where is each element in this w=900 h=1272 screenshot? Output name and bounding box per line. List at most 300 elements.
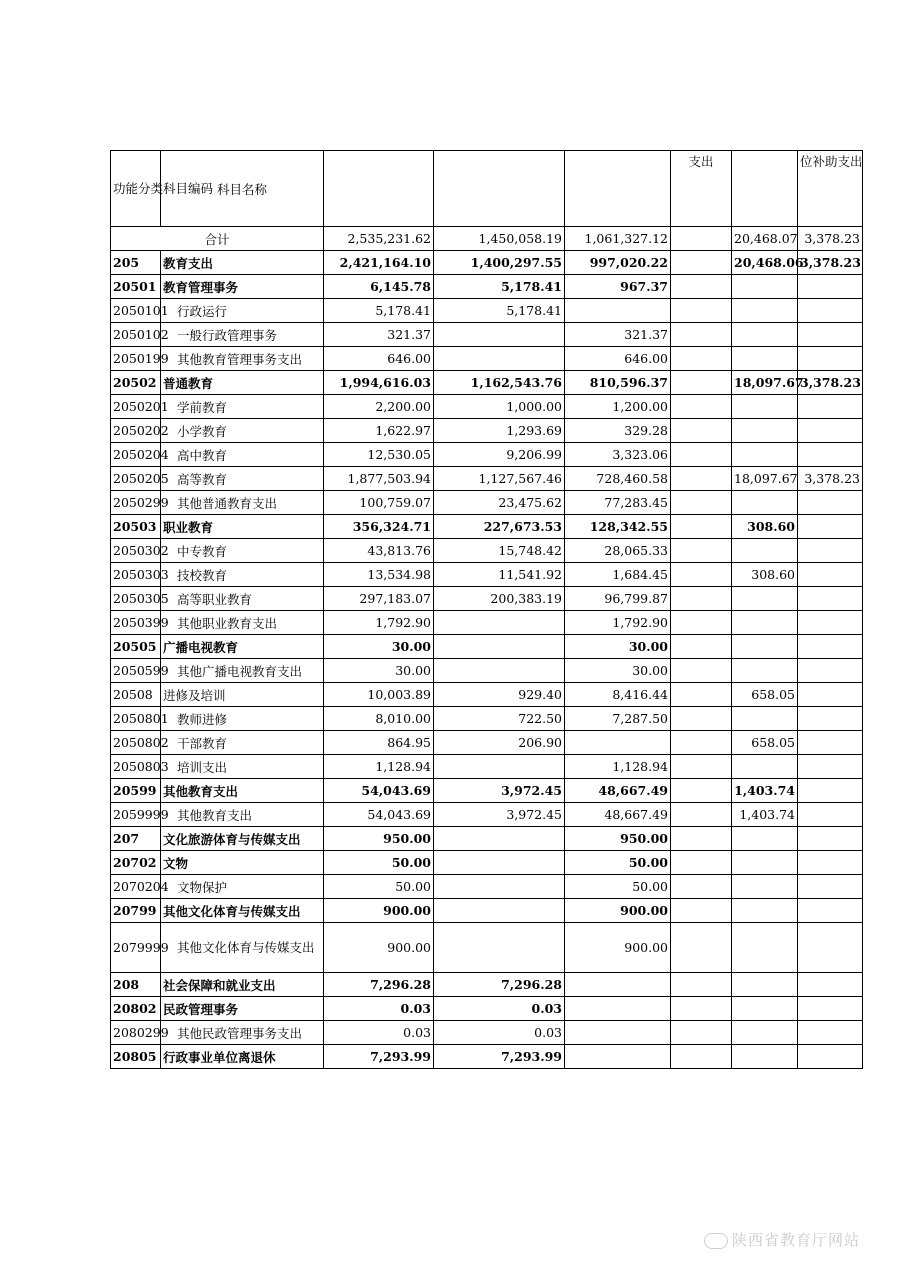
table-row [111, 563, 863, 587]
table-row [111, 491, 863, 515]
value-cell [798, 973, 863, 997]
value-cell: 3,378.23 [798, 467, 863, 491]
value-cell [671, 539, 732, 563]
value-cell [798, 803, 863, 827]
table-row [111, 827, 863, 851]
value-cell [798, 635, 863, 659]
value-cell: 1,127,567.46 [434, 467, 565, 491]
name-cell: 职业教育 [161, 515, 324, 539]
header-col5 [732, 151, 798, 227]
name-cell: 行政事业单位离退休 [161, 1045, 324, 1069]
name-cell: 高中教育 [161, 443, 324, 467]
table-row [111, 323, 863, 347]
value-cell [671, 467, 732, 491]
watermark-text: 陕西省教育厅网站 [731, 1231, 860, 1249]
name-cell: 文物保护 [161, 875, 324, 899]
name-cell: 其他职业教育支出 [161, 611, 324, 635]
value-cell [798, 731, 863, 755]
name-cell: 干部教育 [161, 731, 324, 755]
name-cell: 其他民政管理事务支出 [161, 1021, 324, 1045]
value-cell: 1,684.45 [565, 563, 671, 587]
code-cell: 208 [111, 973, 161, 997]
value-cell: 7,293.99 [434, 1045, 565, 1069]
value-cell [798, 347, 863, 371]
value-cell [671, 755, 732, 779]
table-row [111, 635, 863, 659]
value-cell [798, 563, 863, 587]
value-cell: 50.00 [565, 875, 671, 899]
watermark [704, 1229, 860, 1250]
value-cell [798, 395, 863, 419]
value-cell [671, 419, 732, 443]
value-cell: 308.60 [732, 515, 798, 539]
value-cell [671, 851, 732, 875]
value-cell: 321.37 [324, 323, 434, 347]
value-cell: 308.60 [732, 563, 798, 587]
value-cell [732, 443, 798, 467]
table-row [111, 659, 863, 683]
value-cell: 1,400,297.55 [434, 251, 565, 275]
table-row [111, 395, 863, 419]
value-cell: 50.00 [565, 851, 671, 875]
code-cell: 2080299 [111, 1021, 161, 1045]
code-cell: 2050204 [111, 443, 161, 467]
code-cell: 2050202 [111, 419, 161, 443]
value-cell: 7,296.28 [324, 973, 434, 997]
value-cell [434, 635, 565, 659]
table-row [111, 707, 863, 731]
value-cell [798, 275, 863, 299]
value-cell [565, 1045, 671, 1069]
total-v5: 20,468.07 [732, 227, 798, 251]
value-cell: 50.00 [324, 851, 434, 875]
code-cell: 2050101 [111, 299, 161, 323]
value-cell: 3,378.23 [798, 251, 863, 275]
name-cell: 高等职业教育 [161, 587, 324, 611]
value-cell [798, 827, 863, 851]
value-cell: 1,792.90 [324, 611, 434, 635]
value-cell [732, 1021, 798, 1045]
value-cell [671, 1045, 732, 1069]
value-cell: 1,403.74 [732, 803, 798, 827]
value-cell: 18,097.67 [732, 371, 798, 395]
value-cell: 30.00 [324, 635, 434, 659]
value-cell: 900.00 [324, 923, 434, 973]
value-cell [798, 323, 863, 347]
table-row [111, 347, 863, 371]
value-cell: 0.03 [434, 1021, 565, 1045]
code-cell: 2050201 [111, 395, 161, 419]
name-cell: 其他教育支出 [161, 803, 324, 827]
value-cell: 54,043.69 [324, 803, 434, 827]
value-cell: 5,178.41 [434, 275, 565, 299]
value-cell [671, 275, 732, 299]
value-cell: 646.00 [565, 347, 671, 371]
total-v3: 1,061,327.12 [565, 227, 671, 251]
value-cell [798, 539, 863, 563]
value-cell [671, 611, 732, 635]
value-cell [671, 251, 732, 275]
table-row [111, 467, 863, 491]
name-cell: 学前教育 [161, 395, 324, 419]
table-row [111, 611, 863, 635]
value-cell: 1,128.94 [565, 755, 671, 779]
value-cell: 13,534.98 [324, 563, 434, 587]
table-row [111, 731, 863, 755]
value-cell: 0.03 [324, 997, 434, 1021]
code-cell: 2070204 [111, 875, 161, 899]
value-cell: 950.00 [565, 827, 671, 851]
table-row [111, 419, 863, 443]
name-cell: 其他广播电视教育支出 [161, 659, 324, 683]
value-cell [798, 779, 863, 803]
value-cell: 929.40 [434, 683, 565, 707]
name-cell: 中专教育 [161, 539, 324, 563]
code-cell: 205 [111, 251, 161, 275]
code-cell: 2050199 [111, 347, 161, 371]
value-cell [732, 755, 798, 779]
value-cell: 48,667.49 [565, 779, 671, 803]
value-cell: 297,183.07 [324, 587, 434, 611]
value-cell: 11,541.92 [434, 563, 565, 587]
header-col6: 位补助支出 [798, 151, 863, 227]
code-cell: 2050102 [111, 323, 161, 347]
header-code: 功能分类科目编码 [111, 151, 161, 227]
value-cell [798, 443, 863, 467]
table-row [111, 515, 863, 539]
header-col3 [565, 151, 671, 227]
total-v4 [671, 227, 732, 251]
code-cell: 20805 [111, 1045, 161, 1069]
name-cell: 一般行政管理事务 [161, 323, 324, 347]
value-cell: 50.00 [324, 875, 434, 899]
value-cell: 30.00 [565, 659, 671, 683]
value-cell [565, 1021, 671, 1045]
value-cell [671, 707, 732, 731]
value-cell [732, 659, 798, 683]
value-cell [671, 515, 732, 539]
value-cell [798, 707, 863, 731]
code-cell: 2050303 [111, 563, 161, 587]
value-cell: 77,283.45 [565, 491, 671, 515]
table-row [111, 899, 863, 923]
code-cell: 20505 [111, 635, 161, 659]
value-cell: 658.05 [732, 731, 798, 755]
value-cell [434, 347, 565, 371]
name-cell: 其他教育管理事务支出 [161, 347, 324, 371]
value-cell [671, 997, 732, 1021]
value-cell: 43,813.76 [324, 539, 434, 563]
header-col1 [324, 151, 434, 227]
value-cell [798, 299, 863, 323]
total-label: 合计 [111, 227, 324, 251]
value-cell: 1,162,543.76 [434, 371, 565, 395]
value-cell: 0.03 [324, 1021, 434, 1045]
name-cell: 其他普通教育支出 [161, 491, 324, 515]
name-cell: 社会保障和就业支出 [161, 973, 324, 997]
header-name: 科目名称 [161, 151, 324, 227]
value-cell [434, 851, 565, 875]
name-cell: 教育支出 [161, 251, 324, 275]
code-cell: 2059999 [111, 803, 161, 827]
value-cell: 1,000.00 [434, 395, 565, 419]
name-cell: 进修及培训 [161, 683, 324, 707]
value-cell [434, 923, 565, 973]
value-cell [565, 973, 671, 997]
code-cell: 2050299 [111, 491, 161, 515]
value-cell: 12,530.05 [324, 443, 434, 467]
value-cell [732, 539, 798, 563]
table-row [111, 997, 863, 1021]
value-cell: 200,383.19 [434, 587, 565, 611]
name-cell: 技校教育 [161, 563, 324, 587]
code-cell: 2050305 [111, 587, 161, 611]
value-cell: 1,200.00 [565, 395, 671, 419]
value-cell: 7,293.99 [324, 1045, 434, 1069]
value-cell: 7,287.50 [565, 707, 671, 731]
value-cell: 1,622.97 [324, 419, 434, 443]
table-row [111, 1021, 863, 1045]
value-cell: 28,065.33 [565, 539, 671, 563]
value-cell [434, 875, 565, 899]
value-cell [671, 659, 732, 683]
value-cell [671, 731, 732, 755]
value-cell [565, 731, 671, 755]
total-row [111, 227, 863, 251]
value-cell: 8,010.00 [324, 707, 434, 731]
table-row [111, 851, 863, 875]
value-cell [798, 587, 863, 611]
value-cell: 967.37 [565, 275, 671, 299]
value-cell: 15,748.42 [434, 539, 565, 563]
value-cell [434, 659, 565, 683]
code-cell: 20501 [111, 275, 161, 299]
value-cell: 1,293.69 [434, 419, 565, 443]
code-cell: 2050802 [111, 731, 161, 755]
value-cell [671, 779, 732, 803]
value-cell [671, 587, 732, 611]
table-row [111, 755, 863, 779]
value-cell [732, 635, 798, 659]
value-cell: 900.00 [565, 899, 671, 923]
value-cell [732, 997, 798, 1021]
value-cell: 2,200.00 [324, 395, 434, 419]
value-cell: 30.00 [324, 659, 434, 683]
value-cell: 728,460.58 [565, 467, 671, 491]
value-cell: 950.00 [324, 827, 434, 851]
value-cell [798, 659, 863, 683]
watermark-logo-icon [704, 1233, 728, 1249]
total-v2: 1,450,058.19 [434, 227, 565, 251]
name-cell: 广播电视教育 [161, 635, 324, 659]
header-row [111, 151, 863, 227]
value-cell: 30.00 [565, 635, 671, 659]
table-row [111, 875, 863, 899]
value-cell: 329.28 [565, 419, 671, 443]
name-cell: 教育管理事务 [161, 275, 324, 299]
value-cell [671, 443, 732, 467]
value-cell: 96,799.87 [565, 587, 671, 611]
value-cell: 900.00 [324, 899, 434, 923]
table-row [111, 1045, 863, 1069]
value-cell: 3,972.45 [434, 779, 565, 803]
value-cell [671, 683, 732, 707]
value-cell [732, 1045, 798, 1069]
code-cell: 20508 [111, 683, 161, 707]
code-cell: 20599 [111, 779, 161, 803]
value-cell: 3,323.06 [565, 443, 671, 467]
code-cell: 20802 [111, 997, 161, 1021]
table-row [111, 539, 863, 563]
value-cell: 6,145.78 [324, 275, 434, 299]
code-cell: 2079999 [111, 923, 161, 973]
table-row [111, 973, 863, 997]
name-cell: 其他教育支出 [161, 779, 324, 803]
value-cell: 227,673.53 [434, 515, 565, 539]
value-cell: 810,596.37 [565, 371, 671, 395]
value-cell [671, 323, 732, 347]
value-cell: 10,003.89 [324, 683, 434, 707]
budget-table [110, 150, 863, 1069]
value-cell: 3,378.23 [798, 371, 863, 395]
value-cell [671, 827, 732, 851]
value-cell [671, 491, 732, 515]
code-cell: 20799 [111, 899, 161, 923]
value-cell [434, 323, 565, 347]
value-cell: 7,296.28 [434, 973, 565, 997]
value-cell [732, 899, 798, 923]
value-cell [434, 611, 565, 635]
name-cell: 其他文化体育与传媒支出 [161, 899, 324, 923]
code-cell: 2050801 [111, 707, 161, 731]
name-cell: 小学教育 [161, 419, 324, 443]
value-cell [732, 707, 798, 731]
value-cell [798, 755, 863, 779]
value-cell: 997,020.22 [565, 251, 671, 275]
value-cell: 2,421,164.10 [324, 251, 434, 275]
value-cell: 3,972.45 [434, 803, 565, 827]
value-cell: 9,206.99 [434, 443, 565, 467]
value-cell [671, 371, 732, 395]
value-cell [671, 899, 732, 923]
value-cell: 1,994,616.03 [324, 371, 434, 395]
code-cell: 207 [111, 827, 161, 851]
code-cell: 2050399 [111, 611, 161, 635]
value-cell [798, 611, 863, 635]
name-cell: 普通教育 [161, 371, 324, 395]
table-row [111, 803, 863, 827]
value-cell [798, 875, 863, 899]
value-cell: 18,097.67 [732, 467, 798, 491]
header-col4: 支出 [671, 151, 732, 227]
value-cell: 658.05 [732, 683, 798, 707]
value-cell [671, 347, 732, 371]
value-cell [732, 611, 798, 635]
table-row [111, 371, 863, 395]
value-cell [798, 683, 863, 707]
table-row [111, 299, 863, 323]
value-cell [798, 1045, 863, 1069]
value-cell [798, 923, 863, 973]
value-cell: 23,475.62 [434, 491, 565, 515]
name-cell: 文化旅游体育与传媒支出 [161, 827, 324, 851]
value-cell: 100,759.07 [324, 491, 434, 515]
code-cell: 20503 [111, 515, 161, 539]
value-cell [434, 755, 565, 779]
value-cell: 0.03 [434, 997, 565, 1021]
value-cell [565, 997, 671, 1021]
value-cell: 8,416.44 [565, 683, 671, 707]
value-cell [671, 973, 732, 997]
code-cell: 20502 [111, 371, 161, 395]
value-cell: 48,667.49 [565, 803, 671, 827]
value-cell [671, 923, 732, 973]
table-row [111, 275, 863, 299]
code-cell: 20702 [111, 851, 161, 875]
value-cell [434, 899, 565, 923]
value-cell: 54,043.69 [324, 779, 434, 803]
code-cell: 2050599 [111, 659, 161, 683]
value-cell [732, 923, 798, 973]
value-cell [732, 323, 798, 347]
value-cell [671, 635, 732, 659]
header-col2 [434, 151, 565, 227]
value-cell [671, 803, 732, 827]
value-cell: 646.00 [324, 347, 434, 371]
value-cell: 5,178.41 [434, 299, 565, 323]
value-cell: 1,792.90 [565, 611, 671, 635]
table-row [111, 443, 863, 467]
value-cell [565, 299, 671, 323]
value-cell [671, 1021, 732, 1045]
value-cell: 1,403.74 [732, 779, 798, 803]
value-cell [732, 347, 798, 371]
value-cell [434, 827, 565, 851]
name-cell: 教师进修 [161, 707, 324, 731]
value-cell [798, 515, 863, 539]
total-v1: 2,535,231.62 [324, 227, 434, 251]
value-cell [798, 997, 863, 1021]
value-cell [732, 419, 798, 443]
name-cell: 民政管理事务 [161, 997, 324, 1021]
value-cell [732, 299, 798, 323]
value-cell [798, 491, 863, 515]
value-cell [798, 419, 863, 443]
name-cell: 高等教育 [161, 467, 324, 491]
value-cell: 20,468.06 [732, 251, 798, 275]
table-row [111, 683, 863, 707]
name-cell: 其他文化体育与传媒支出 [161, 923, 324, 973]
value-cell [798, 851, 863, 875]
value-cell [732, 827, 798, 851]
value-cell [732, 973, 798, 997]
name-cell: 文物 [161, 851, 324, 875]
value-cell: 1,128.94 [324, 755, 434, 779]
value-cell: 722.50 [434, 707, 565, 731]
value-cell [732, 395, 798, 419]
table-row [111, 779, 863, 803]
value-cell: 900.00 [565, 923, 671, 973]
name-cell: 行政运行 [161, 299, 324, 323]
name-cell: 培训支出 [161, 755, 324, 779]
value-cell [671, 563, 732, 587]
value-cell [732, 851, 798, 875]
table-row [111, 251, 863, 275]
value-cell [671, 395, 732, 419]
value-cell: 321.37 [565, 323, 671, 347]
code-cell: 2050302 [111, 539, 161, 563]
value-cell: 1,877,503.94 [324, 467, 434, 491]
